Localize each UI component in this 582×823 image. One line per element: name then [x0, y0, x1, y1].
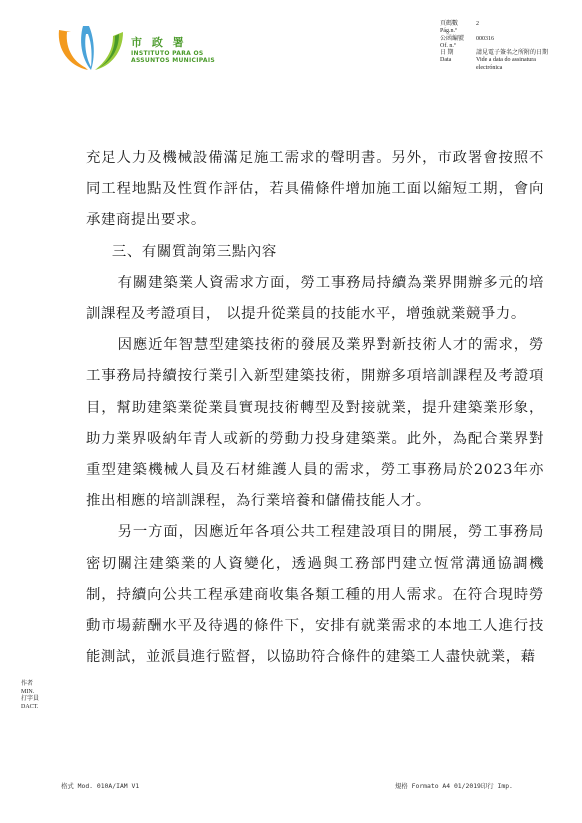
letter-body	[86, 143, 544, 673]
form-model-code: 格式 Mod. 010A/IAM V1	[61, 782, 140, 790]
body-paragraph: 充足人力及機械設備滿足施工需求的聲明書。另外，市政署會按照不同工程地點及性質作評估，若具備條件增加施工面以縮短工期，會向承建商提出要求。	[86, 150, 544, 229]
document-meta	[440, 21, 548, 72]
body-paragraph: 有關建築業人資需求方面，勞工事務局持續為業界開辦多元的培訓課程及考證項目， 以提升從業員的技能水平，增強就業競爭力。	[86, 274, 544, 323]
iam-emblem-icon	[55, 22, 129, 74]
body-paragraph: 因應近年智慧型建築技術的發展及業界對新技術人才的需求，勞工事務局持續按行業引入新型建築技術，開辦多項培訓課程及考證項目，幫助建築業從業員實現技術轉型及對接就業，提升建築業形象，助力業界吸納年青人或新的勞動力投身建築業。此外，為配合業界對重型建築機械人員及石材維護人員的需求，勞工事務局於2023年亦推出相應的培訓課程，為行業培養和儲備技能人才。	[86, 337, 544, 510]
section-heading: 三、有關質詢第三點內容	[111, 243, 277, 260]
body-paragraph: 另一方面，因應近年各項公共工程建設項目的開展，勞工事務局密切關注建築業的人資變化，透過與工務部門建立恆常溝通協調機制，持續向公共工程承建商收集各類工種的用人需求。在符合現時勞動市場薪酬水平及待遇的條件下，安排有就業需求的本地工人進行技能測試，並派員進行監督，以協助符合條件的建築工人盡快就業，藉	[86, 524, 544, 666]
iam-logo	[55, 22, 220, 74]
meta-row	[440, 36, 548, 51]
meta-value: 2	[476, 21, 479, 27]
meta-label: 日 期 Data	[440, 50, 454, 64]
meta-row	[440, 21, 548, 36]
form-format-code: 規格 Formato A4 01/2019印行 Imp.	[395, 782, 513, 790]
author-typist-note: 作者 MIN. 打字員 DACT.	[21, 681, 40, 710]
logo-portuguese-line1: INSTITUTO PARA OS	[131, 50, 204, 57]
logo-portuguese-line2: ASSUNTOS MUNICIPAIS	[131, 57, 215, 64]
meta-label: 頁碼數 Pág.n.º	[440, 21, 459, 35]
meta-value: 000316	[476, 35, 494, 42]
meta-label: 公函編號 Of. n.º	[440, 35, 465, 49]
logo-wordmark	[131, 34, 215, 64]
meta-row	[440, 50, 548, 72]
logo-chinese-name: 市 政 署	[131, 36, 187, 49]
meta-value: 請見電子簽名之所附的日期 Vide a data do assinatura electrónica	[476, 50, 549, 71]
